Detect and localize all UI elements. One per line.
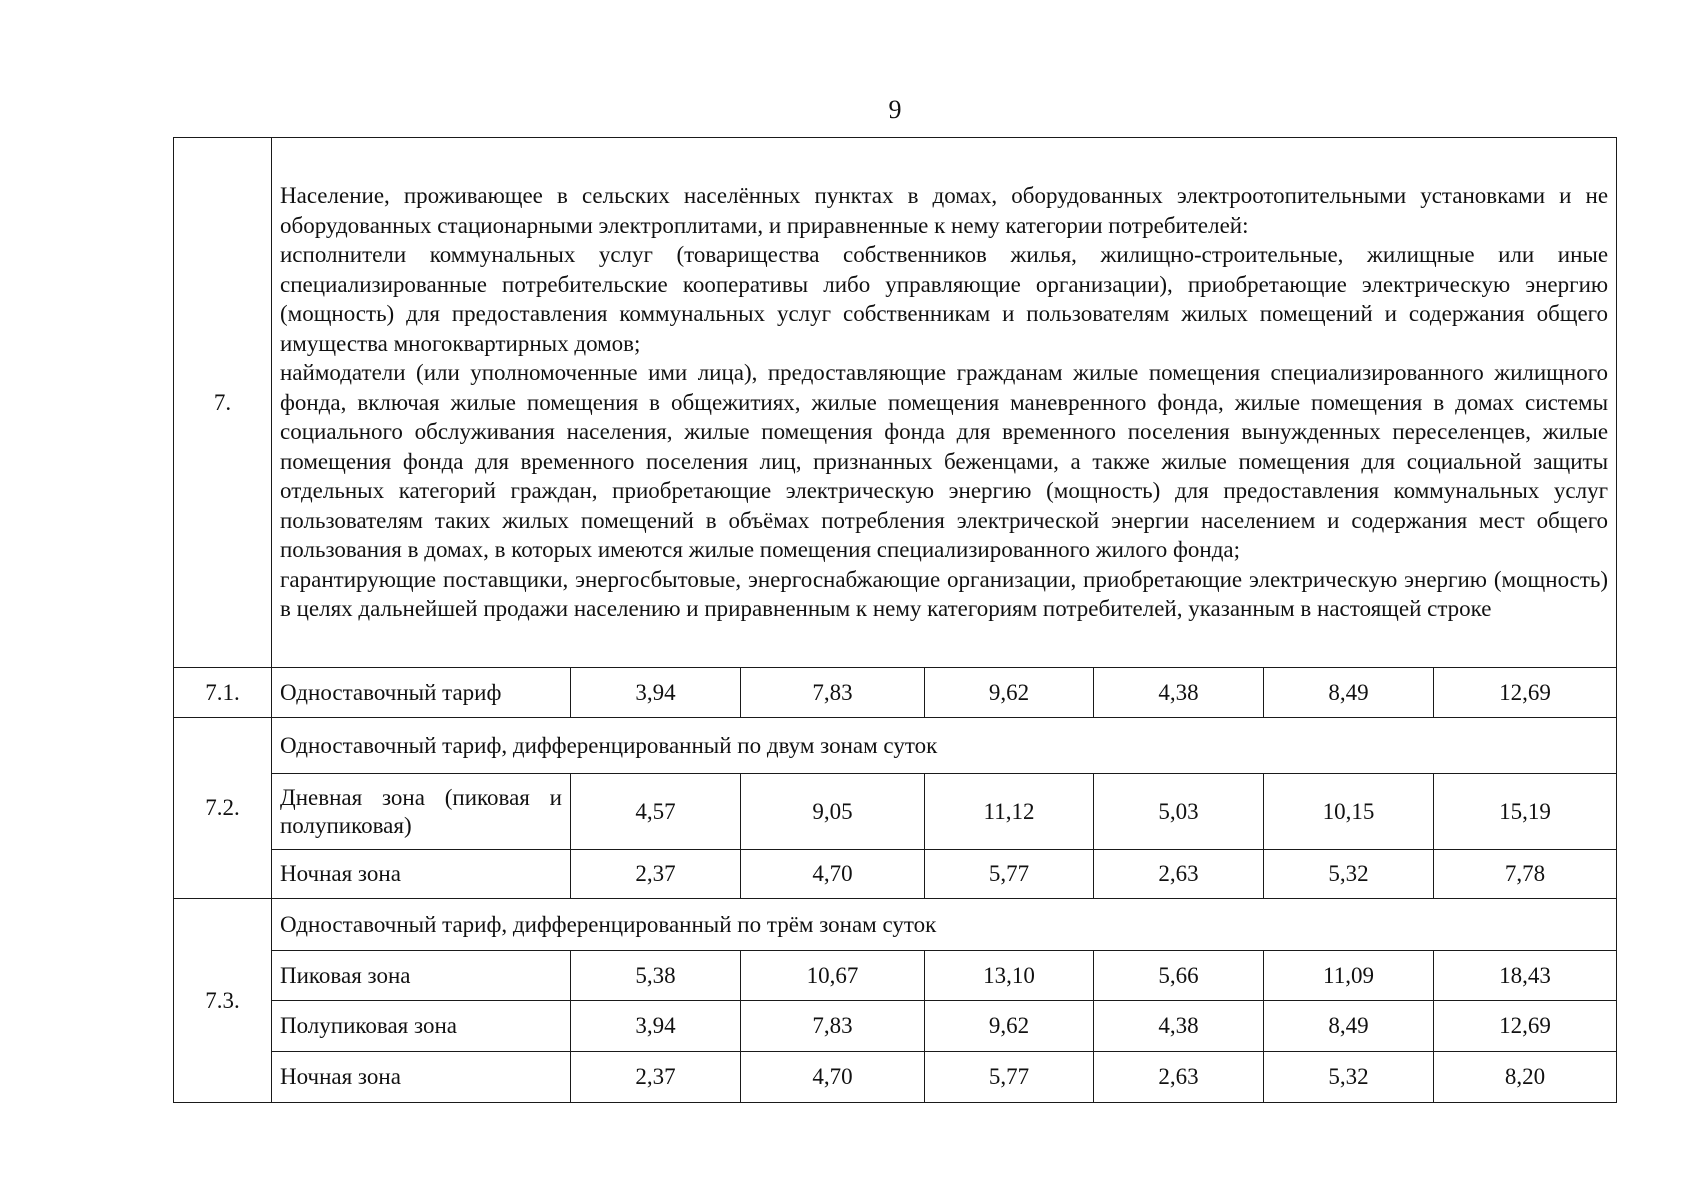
- tariff-value: 18,43: [1434, 951, 1617, 1001]
- row-number-7: 7.: [174, 138, 272, 668]
- page-number: 9: [888, 95, 902, 124]
- description-paragraph: наймодатели (или уполномоченные ими лица), предоставляющие гражданам жилые помещения специализированного жилищного фонда, включая жилые помещения в общежитиях, жилые помещения маневренного фонда, жилые помещения в домах системы социального обслуживания населения, жилые помещения фонда для временного поселения вынужденных переселенцев, жилые помещения фонда для временного поселения лиц, признанных беженцами, а также жилые помещения для социальной защиты отдельных категорий граждан, приобретающие электрическую энергию (мощность) для предоставления коммунальных услуг пользователям таких жилых помещений в объёмах потребления электрической энергии населением и содержания мест общего пользования в домах, в которых имеются жилые помещения специализированного жилого фонда;: [280, 360, 1609, 563]
- row-7-3-semipeak: [174, 1001, 1617, 1052]
- tariff-value: 8,49: [1264, 668, 1434, 718]
- subsection-heading: Одноставочный тариф, дифференцированный по двум зонам суток: [272, 718, 1617, 774]
- row-7-1: [174, 668, 1617, 718]
- tariff-value: 15,19: [1434, 774, 1617, 850]
- description-paragraph: гарантирующие поставщики, энергосбытовые, энергоснабжающие организации, приобретающие электрическую энергию (мощность) в целях дальнейшей продажи населению и приравненным к нему категориям потребителей, указанным в настоящей строке: [280, 566, 1609, 622]
- tariff-label: Пиковая зона: [272, 951, 571, 1001]
- tariff-value: 4,70: [741, 850, 925, 899]
- tariff-value: 4,70: [741, 1052, 925, 1103]
- tariff-value: 9,05: [741, 774, 925, 850]
- subsection-heading: Одноставочный тариф, дифференцированный по трём зонам суток: [272, 899, 1617, 951]
- tariff-label: Полупиковая зона: [272, 1001, 571, 1052]
- tariff-value: 3,94: [571, 668, 741, 718]
- tariff-label: Одноставочный тариф: [272, 668, 571, 718]
- tariff-value: 3,94: [571, 1001, 741, 1052]
- tariff-table: [173, 137, 1617, 1103]
- tariff-value: 2,37: [571, 850, 741, 899]
- tariff-value: 5,66: [1094, 951, 1264, 1001]
- tariff-label: Ночная зона: [272, 850, 571, 899]
- row-7-description: [272, 138, 1617, 668]
- tariff-value: 5,77: [925, 1052, 1094, 1103]
- tariff-value: 13,10: [925, 951, 1094, 1001]
- tariff-value: 9,62: [925, 1001, 1094, 1052]
- row-number-7-3: 7.3.: [174, 899, 272, 1103]
- description-paragraph: Население, проживающее в сельских населённых пунктах в домах, оборудованных электроотопительными установками и не оборудованных стационарными электроплитами, и приравненные к нему категории потребителей:: [280, 183, 1609, 238]
- tariff-value: 7,78: [1434, 850, 1617, 899]
- tariff-value: 11,09: [1264, 951, 1434, 1001]
- row-7-3-heading: [174, 899, 1617, 951]
- tariff-value: 11,12: [925, 774, 1094, 850]
- tariff-label: Ночная зона: [272, 1052, 571, 1103]
- tariff-label: Дневная зона (пиковая и полупиковая): [272, 774, 571, 850]
- tariff-value: 2,63: [1094, 1052, 1264, 1103]
- tariff-value: 5,32: [1264, 1052, 1434, 1103]
- tariff-value: 5,38: [571, 951, 741, 1001]
- tariff-value: 7,83: [741, 1001, 925, 1052]
- tariff-value: 4,57: [571, 774, 741, 850]
- row-7-2-night: [174, 850, 1617, 899]
- tariff-value: 7,83: [741, 668, 925, 718]
- tariff-value: 2,63: [1094, 850, 1264, 899]
- tariff-value: 5,77: [925, 850, 1094, 899]
- tariff-value: 9,62: [925, 668, 1094, 718]
- row-number-7-2: 7.2.: [174, 718, 272, 899]
- tariff-value: 10,15: [1264, 774, 1434, 850]
- tariff-value: 10,67: [741, 951, 925, 1001]
- row-7-3-peak: [174, 951, 1617, 1001]
- tariff-value: 4,38: [1094, 668, 1264, 718]
- row-number-7-1: 7.1.: [174, 668, 272, 718]
- row-7-2-heading: [174, 718, 1617, 774]
- tariff-value: 8,49: [1264, 1001, 1434, 1052]
- row-7-2-day: [174, 774, 1617, 850]
- tariff-value: 2,37: [571, 1052, 741, 1103]
- tariff-value: 5,03: [1094, 774, 1264, 850]
- tariff-value: 5,32: [1264, 850, 1434, 899]
- tariff-value: 4,38: [1094, 1001, 1264, 1052]
- description-paragraph: исполнители коммунальных услуг (товарищества собственников жилья, жилищно-строительные, жилищные или иные специализированные потребительские кооперативы либо управляющие организации), приобретающие электрическую энергию (мощность) для предоставления коммунальных услуг собственникам и пользователям жилых помещений и содержания общего имущества многоквартирных домов;: [280, 242, 1609, 356]
- tariff-value: 12,69: [1434, 668, 1617, 718]
- tariff-value: 8,20: [1434, 1052, 1617, 1103]
- row-7: [174, 138, 1617, 668]
- row-7-3-night: [174, 1052, 1617, 1103]
- tariff-value: 12,69: [1434, 1001, 1617, 1052]
